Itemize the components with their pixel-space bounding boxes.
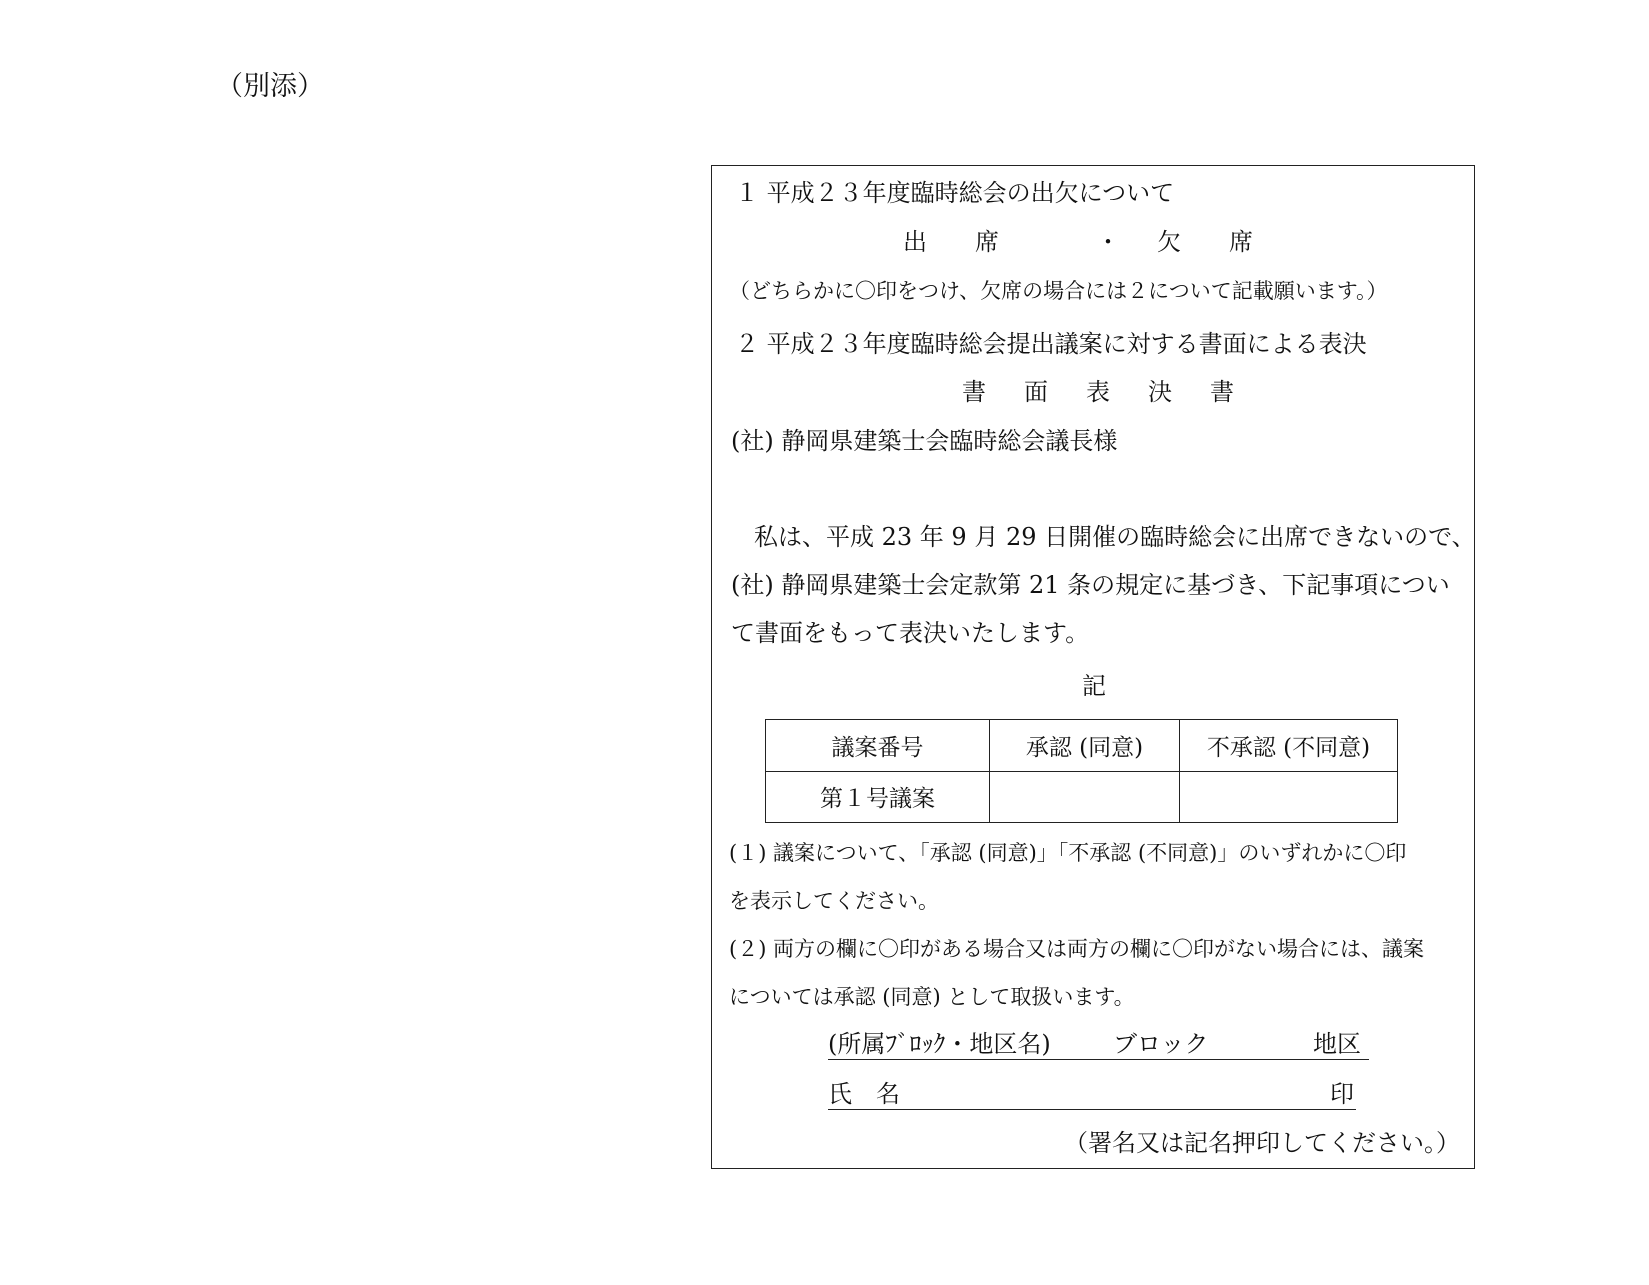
section1-heading: １ 平成２３年度臨時総会の出欠について xyxy=(735,179,1175,207)
header-disapprove: 不承認 (不同意) xyxy=(1180,720,1398,772)
addressee: (社) 静岡県建築士会臨時総会議長様 xyxy=(731,427,1118,455)
voting-form xyxy=(711,165,1475,1169)
document-title xyxy=(962,380,1262,406)
signature-note: （署名又は記名押印してください。） xyxy=(1064,1129,1460,1157)
name-line[interactable] xyxy=(828,1082,1356,1110)
document-title-char: 書 xyxy=(1210,378,1234,406)
name-label: 氏 名 xyxy=(828,1080,900,1108)
ki-label: 記 xyxy=(1082,672,1106,700)
document-title-char: 表 xyxy=(1086,378,1110,406)
district-label: 地区 xyxy=(1313,1030,1361,1058)
attachment-label: （別添） xyxy=(216,71,324,102)
document-title-char: 面 xyxy=(1024,378,1048,406)
attendance-note: （どちらかに〇印をつけ、欠席の場合には２について記載願います。） xyxy=(729,279,1388,303)
block-label: ブロック xyxy=(1113,1030,1209,1058)
body-line: て書面をもって表決いたします。 xyxy=(731,619,1090,647)
vote-table-header-row xyxy=(766,720,1398,772)
body-line: (社) 静岡県建築士会定款第 21 条の規定に基づき、下記事項につい xyxy=(731,571,1450,599)
section2-heading: ２ 平成２３年度臨時総会提出議案に対する書面による表決 xyxy=(735,330,1367,358)
option-absent[interactable]: 欠 席 xyxy=(1157,228,1253,256)
vote-table xyxy=(765,719,1398,823)
document-title-char: 書 xyxy=(962,378,986,406)
option-separator: ・ xyxy=(1096,228,1120,256)
proposal-number-cell: 第１号議案 xyxy=(766,771,990,823)
note-line: (１) 議案について、「承認 (同意)」「不承認 (不同意)」のいずれかに〇印 xyxy=(729,841,1407,865)
header-proposal-number: 議案番号 xyxy=(766,720,990,772)
disapprove-cell[interactable] xyxy=(1180,771,1398,823)
table-row xyxy=(766,771,1398,823)
note-line: については承認 (同意) として取扱います。 xyxy=(729,985,1135,1009)
option-attend[interactable]: 出 席 xyxy=(903,228,999,256)
body-line: 私は、平成 23 年 9 月 29 日開催の臨時総会に出席できないので、 xyxy=(754,523,1476,551)
seal-mark: 印 xyxy=(1330,1080,1354,1108)
document-title-char: 決 xyxy=(1148,378,1172,406)
affiliation-label: (所属ﾌﾞﾛｯｸ・地区名) xyxy=(828,1030,1051,1058)
affiliation-line[interactable] xyxy=(828,1032,1369,1060)
header-approve: 承認 (同意) xyxy=(990,720,1180,772)
approve-cell[interactable] xyxy=(990,771,1180,823)
note-line: を表示してください。 xyxy=(729,889,939,913)
note-line: (２) 両方の欄に〇印がある場合又は両方の欄に〇印がない場合には、議案 xyxy=(729,937,1425,961)
